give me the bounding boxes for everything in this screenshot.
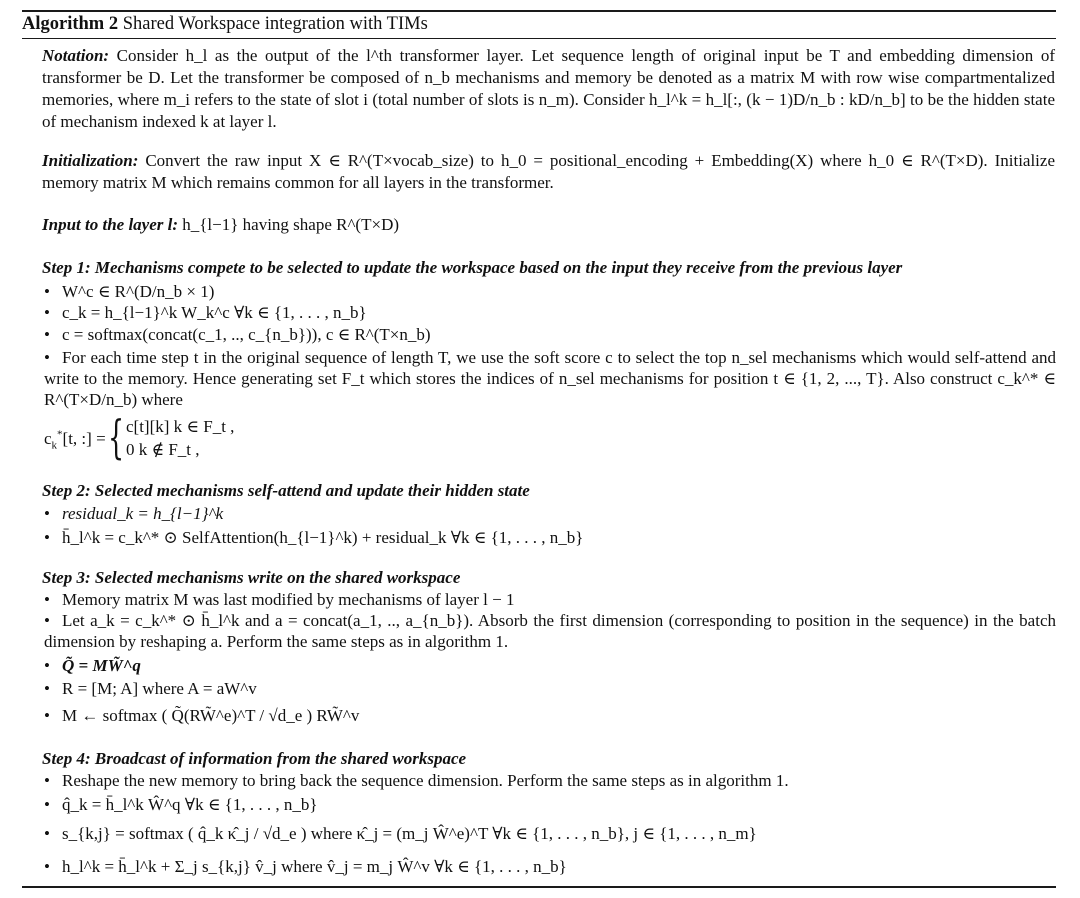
step4-bullet-4 [44, 856, 1056, 877]
initialization-heading: Initialization: [42, 151, 139, 170]
initialization-paragraph [42, 150, 1055, 194]
bullet-dot: • [44, 824, 50, 843]
step3-bullet-4-text: R = [M; A] where A = aW^v [62, 679, 257, 698]
step3-heading-row [42, 567, 1055, 589]
algorithm-name: Shared Workspace integration with TIMs [122, 14, 428, 34]
step4-bullet-3 [44, 823, 1056, 844]
step1-bullet-3-text: c = softmax(concat(c_1, .., c_{n_b})), c ∈ R^(T×n_b) [62, 325, 431, 344]
step1-bullet-2 [44, 302, 1056, 323]
step3-bullet-3 [44, 655, 1056, 676]
notation-paragraph [42, 45, 1055, 133]
step3-bullet-5 [44, 705, 1056, 726]
step1-bullet-2-text: c_k = h_{l−1}^k W_k^c ∀k ∈ {1, . . . , n_b} [62, 303, 367, 322]
bullet-dot: • [44, 656, 50, 675]
input-text: h_{l−1} having shape R^(T×D) [182, 215, 400, 234]
step4-bullet-2-text: q̂_k = h̄_l^k Ŵ^q ∀k ∈ {1, . . . , n_b} [62, 795, 318, 814]
step1-bullet-1-text: W^c ∈ R^(D/n_b × 1) [62, 282, 215, 301]
step4-bullet-3-text: s_{k,j} = softmax ( q̂_k κ̂_j / √d_e ) where κ̂_j = (m_j Ŵ^e)^T ∀k ∈ {1, . . . , n_b}, j ∈ {1, . . . , n_m} [62, 824, 757, 843]
step1-bullet-4 [44, 347, 1056, 410]
step2-bullet-1-text: residual_k = h_{l−1}^k [62, 504, 224, 523]
cases-lhs: $c_k^*[t$, :] = [44, 428, 106, 452]
step4-bullet-1-text: Reshape the new memory to bring back the sequence dimension. Perform the same steps as in algorithm 1. [62, 771, 789, 790]
bullet-dot: • [44, 857, 50, 876]
step1-bullet-4-text: For each time step t in the original sequence of length T, we use the soft score c to select the top n_sel mechanisms which would self-attend and write to the memory. Hence generating set F_t which stores the indices of n_sel mechanisms for position t ∈ {1, 2, ..., T}. Also construct c_k^* ∈ R^(T×D/n_b) where [44, 348, 1056, 409]
bullet-dot: • [44, 679, 50, 698]
bullet-dot: • [44, 611, 50, 630]
bullet-dot: • [44, 325, 50, 344]
bullet-dot: • [44, 528, 50, 547]
step2-bullet-1 [44, 503, 1056, 524]
step4-heading: Step 4: Broadcast of information from the shared workspace [42, 749, 467, 768]
step4-bullet-4-text: h_l^k = h̄_l^k + Σ_j s_{k,j} v̂_j where v̂_j = m_j Ŵ^v ∀k ∈ {1, . . . , n_b} [62, 857, 567, 876]
step3-bullet-3-text: Q̃ = MW̃^q [62, 656, 141, 675]
cases-row-2: 0 k ∉ F_t , [126, 440, 200, 459]
title-rule [22, 38, 1056, 39]
step1-heading-row [42, 257, 1055, 279]
input-paragraph [42, 214, 1055, 236]
cases-row-1: c[t][k] k ∈ F_t , [126, 417, 235, 436]
notation-heading: Notation: [42, 46, 110, 65]
bullet-dot: • [44, 590, 50, 609]
bullet-dot: • [44, 282, 50, 301]
bullet-dot: • [44, 303, 50, 322]
cases-brace: { [108, 410, 125, 464]
step3-bullet-1 [44, 589, 1056, 610]
step1-heading: Step 1: Mechanisms compete to be selected to update the workspace based on the input they receive from the previous layer [42, 258, 903, 277]
bullet-dot: • [44, 706, 50, 725]
step4-bullet-1 [44, 770, 1056, 791]
step3-bullet-4 [44, 678, 1056, 699]
step3-bullet-2-text: Let a_k = c_k^* ⊙ h̄_l^k and a = concat(a_1, .., a_{n_b}). Absorb the first dimension (corresponding to position in the sequence) in the batch dimension by reshaping a. Perform the same steps as in algorithm 1. [44, 611, 1056, 651]
step4-heading-row [42, 748, 1055, 770]
step3-bullet-2 [44, 610, 1056, 652]
step4-bullet-2 [44, 794, 1056, 815]
step1-bullet-1 [44, 281, 1056, 302]
step2-heading: Step 2: Selected mechanisms self-attend and update their hidden state [42, 481, 530, 500]
input-heading: Input to the layer l: [42, 215, 179, 234]
step3-bullet-5-text: M ← softmax ( Q̃(RW̃^e)^T / √d_e ) RW̃^v [62, 706, 360, 725]
step2-bullet-2 [44, 527, 1056, 548]
step2-bullet-2-text: h̄_l^k = c_k^* ⊙ SelfAttention(h_{l−1}^k) + residual_k ∀k ∈ {1, . . . , n_b} [62, 528, 584, 547]
bullet-dot: • [44, 795, 50, 814]
bullet-dot: • [44, 771, 50, 790]
step3-heading: Step 3: Selected mechanisms write on the shared workspace [42, 568, 461, 587]
step2-heading-row [42, 480, 1055, 502]
algorithm-label: Algorithm 2 [22, 14, 119, 34]
notation-text: Consider h_l as the output of the l^th transformer layer. Let sequence length of original input be T and embedding dimension of transformer be D. Let the transformer be composed of n_b mechanisms and memory be denoted as a matrix M with row wise compartmentalized memories, where m_i refers to the state of slot i (total number of slots is n_m). Consider h_l^k = h_l[:, (k − 1)D/n_b : kD/n_b] to be the hidden state of mechanism indexed k at layer l. [42, 46, 1055, 131]
bottom-rule [22, 886, 1056, 888]
initialization-text: Convert the raw input X ∈ R^(T×vocab_size) to h_0 = positional_encoding + Embedding(X) where h_0 ∈ R^(T×D). Initialize memory matrix M which remains common for all layers in the transformer. [42, 151, 1055, 192]
algorithm-title [22, 12, 428, 36]
step3-bullet-1-text: Memory matrix M was last modified by mechanisms of layer l − 1 [62, 590, 515, 609]
bullet-dot: • [44, 348, 50, 367]
step1-bullet-3 [44, 324, 1056, 345]
bullet-dot: • [44, 504, 50, 523]
